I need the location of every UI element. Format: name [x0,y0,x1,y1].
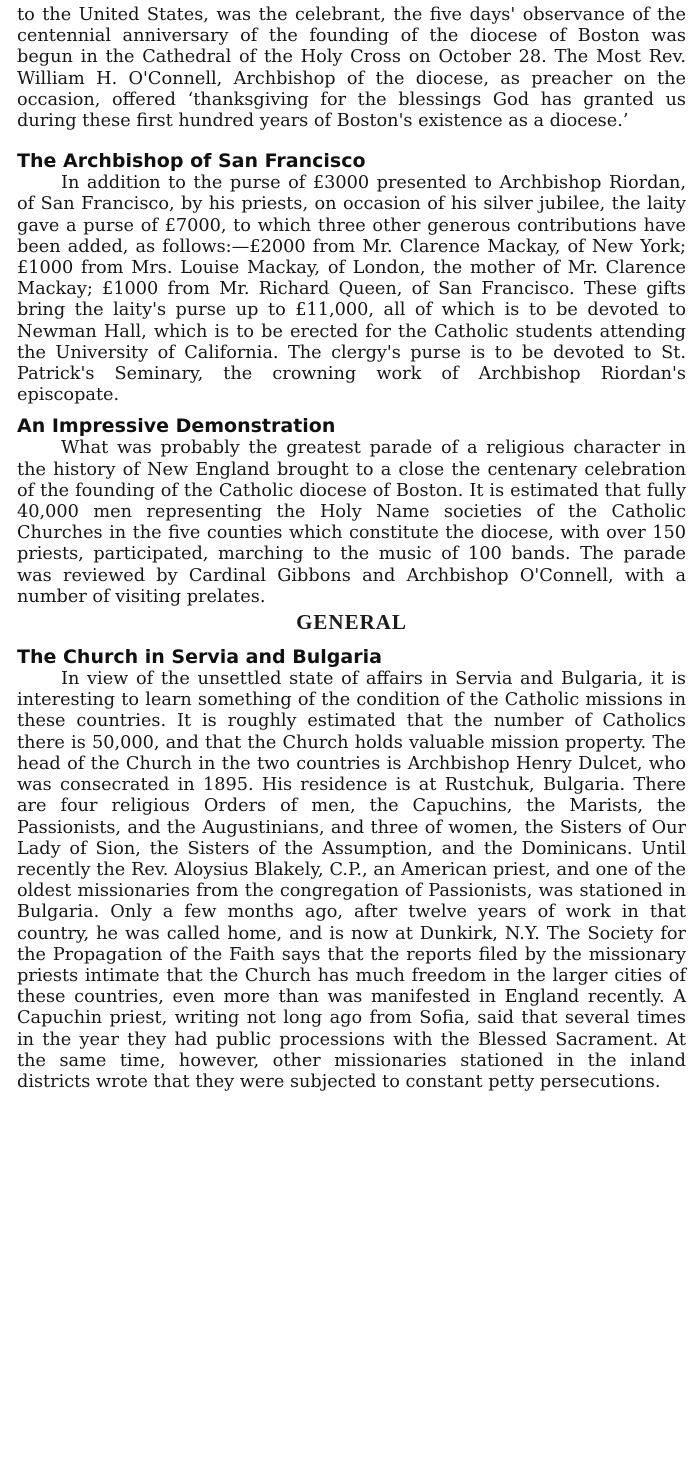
heading-church-servia-bulgaria: The Church in Servia and Bulgaria [17,646,382,669]
paragraph-church-servia-bulgaria: In view of the unsettled state of affairs in Servia and Bulgaria, it is interesting to learn something of the condition of the Catholic missions in these countries. It is roughly estimated that the number of Catholics there is 50,000, and that the Church holds valuable mission property. The head of the Church in the two countries is Archbishop Henry Dulcet, who was consecrated in 1895. His residence is at Rustchuk, Bulgaria. There are four religious Orders of men, the Capuchins, the Marists, the Passionists, and the Augustinians, and three of women, the Sisters of Our Lady of Sion, the Sisters of the Assumption, and the Dominicans. Until recently the Rev. Aloysius Blakely, C.P., an American priest, and one of the oldest missionaries from the congregation of Passionists, was stationed in Bulgaria. Only a few months ago, after twelve years of work in that country, he was called home, and is now at Dunkirk, N.Y. The Society for the Propagation of the Faith says that the reports filed by the missionary priests intimate that the Church has much freedom in the larger cities of these countries, even more than was manifested in England recently. A Capuchin priest, writing not long ago from Sofia, said that several times in the year they had public processions with the Blessed Sacrament. At the same time, however, other missionaries stationed in the inland districts wrote that they were subjected to constant petty persecutions. [17,669,686,1092]
paragraph-impressive-demonstration: What was probably the greatest parade of a religious character in the history of New England brought to a close the centenary celebration of the founding of the Catholic diocese of Boston. It is estimated that fully 40,000 men representing the Holy Name societies of the Catholic Churches in the five counties which constitute the diocese, with over 150 priests, participated, marching to the music of 100 bands. The parade was reviewed by Cardinal Gibbons and Archbishop O'Connell, with a number of visiting prelates. [17,438,686,607]
intro-paragraph: to the United States, was the celebrant, the five days' observance of the centennial anniversary of the founding of the diocese of Boston was begun in the Cathedral of the Holy Cross on October 28. The Most Rev. William H. O'Connell, Archbishop of the diocese, as preacher on the occasion, offered ‘thanksgiving for the blessings God has granted us during these first hundred years of Boston's existence as a diocese.’ [17,5,686,132]
category-title-general: GENERAL [296,610,407,635]
paragraph-archbishop-san-francisco: In addition to the purse of £3000 presented to Archbishop Riordan, of San Francisco, by his priests, on occasion of his silver jubilee, the laity gave a purse of £7000, to which three other generous contributions have been added, as follows:—£2000 from Mr. Clarence Mackay, of New York; £1000 from Mrs. Louise Mackay, of London, the mother of Mr. Clarence Mackay; £1000 from Mr. Richard Queen, of San Francisco. These gifts bring the laity's purse up to £11,000, all of which is to be devoted to Newman Hall, which is to be erected for the Catholic students attending the University of California. The clergy's purse is to be devoted to St. Patrick's Seminary, the crowning work of Archbishop Riordan's episcopate. [17,173,686,406]
heading-archbishop-san-francisco: The Archbishop of San Francisco [17,150,366,173]
heading-impressive-demonstration: An Impressive Demonstration [17,415,336,438]
